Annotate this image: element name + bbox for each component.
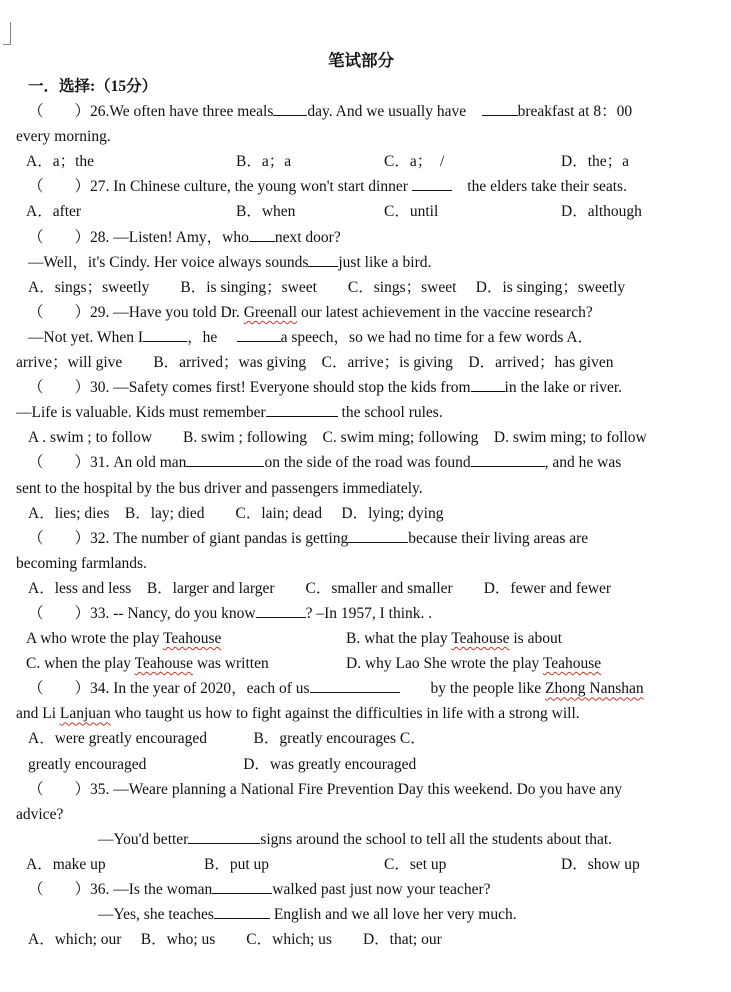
answer-blank[interactable] — [237, 326, 281, 342]
question-30-cont: —Life is valuable. Kids must remember the school rules. — [16, 400, 706, 425]
question-27-options: A．after B．when C．until D．although — [26, 203, 642, 221]
question-26: （ ）26.We often have three meals day. And we usually have breakfast at 8：00 — [16, 99, 706, 124]
answer-blank[interactable] — [310, 677, 400, 693]
question-32-cont: becoming farmlands. — [16, 554, 147, 572]
question-31-cont: sent to the hospital by the bus driver and passengers immediately. — [16, 479, 423, 497]
question-36-options: A．which; our B．who; us C．which; us D．that; our — [28, 931, 442, 949]
answer-blank[interactable] — [143, 326, 187, 342]
question-29: （ ）29. —Have you told Dr. Greenall our latest achievement in the vaccine research? — [28, 303, 593, 321]
question-36-reply: —Yes, she teaches English and we all love her very much. — [16, 902, 706, 927]
question-28: （ ）28. —Listen! Amy，who next door? — [16, 225, 706, 250]
exam-page — [16, 48, 706, 952]
question-33-options-ab: A who wrote the play Teahouse B. what the play Teahouse is about — [26, 630, 563, 648]
answer-blank[interactable] — [273, 100, 307, 116]
answer-blank[interactable] — [186, 451, 264, 467]
question-34: （ ）34. In the year of 2020，each of us by the people like Zhong Nanshan — [16, 676, 706, 701]
question-31-options: A．lies; dies B．lay; died C．lain; dead D．lying; dying — [28, 504, 444, 522]
question-33: （ ）33. -- Nancy, do you know ? –In 1957, I think. . — [16, 601, 706, 626]
question-36: （ ）36. —Is the woman walked past just now your teacher? — [16, 877, 706, 902]
question-28-options: A．sings；sweetly B．is singing；sweet C．sings；sweet D．is singing；sweetly — [28, 278, 626, 296]
question-35-options: A．make up B．put up C．set up D．show up — [26, 855, 640, 873]
page-corner-mark — [3, 22, 11, 45]
question-29-cont: —Not yet. When I ，he a speech，so we had no time for a few words A． — [16, 325, 706, 350]
answer-blank[interactable] — [308, 251, 338, 267]
page-title: 笔试部分 — [328, 51, 394, 70]
question-35-cont: advice? — [16, 805, 64, 823]
question-26-options: A．a；the B．a；a C．a； / D．the；a — [26, 153, 630, 171]
question-34-cont: and Li Lanjuan who taught us how to fight against the difficulties in life with a strong will. — [16, 705, 580, 723]
question-26-cont: every morning. — [16, 128, 111, 146]
question-32: （ ）32. The number of giant pandas is getting because their living areas are — [16, 526, 706, 551]
answer-blank[interactable] — [249, 226, 275, 242]
answer-blank[interactable] — [256, 602, 306, 618]
answer-blank[interactable] — [188, 828, 260, 844]
question-29-options: arrive；will give B．arrived；was giving C．arrive；is giving D．arrived；has given — [16, 354, 614, 372]
section-heading: 一．选择:（15分） — [28, 78, 158, 95]
answer-blank[interactable] — [212, 878, 272, 894]
question-34-options-ab: A．were greatly encouraged B．greatly encourages C． — [28, 730, 426, 748]
answer-blank[interactable] — [348, 527, 408, 543]
question-32-options: A．less and less B．larger and larger C．smaller and smaller D．fewer and fewer — [28, 579, 612, 597]
answer-blank[interactable] — [471, 451, 545, 467]
answer-blank[interactable] — [214, 903, 270, 919]
question-35-reply: —You'd better signs around the school to tell all the students about that. — [16, 827, 706, 852]
question-33-options-cd: C. when the play Teahouse was written D. why Lao She wrote the play Teahouse — [26, 655, 602, 673]
answer-blank[interactable] — [471, 376, 505, 392]
question-30-options: A . swim ; to follow B. swim ; following C. swim ming; following D. swim ming; to follow — [28, 429, 647, 447]
answer-blank[interactable] — [266, 401, 338, 417]
question-28-cont: —Well，it's Cindy. Her voice always sounds just like a bird. — [16, 250, 706, 275]
question-34-options-cd: greatly encouraged D．was greatly encouraged — [28, 755, 417, 773]
question-35: （ ）35. —Weare planning a National Fire Prevention Day this weekend. Do you have any — [28, 780, 623, 798]
question-31: （ ）31. An old man on the side of the road was found , and he was — [16, 450, 706, 475]
question-27: （ ）27. In Chinese culture, the young won't start dinner the elders take their seats. — [16, 174, 706, 199]
answer-blank[interactable] — [482, 100, 518, 116]
question-30: （ ）30. —Safety comes first! Everyone should stop the kids from in the lake or river. — [16, 375, 706, 400]
answer-blank[interactable] — [412, 175, 452, 191]
